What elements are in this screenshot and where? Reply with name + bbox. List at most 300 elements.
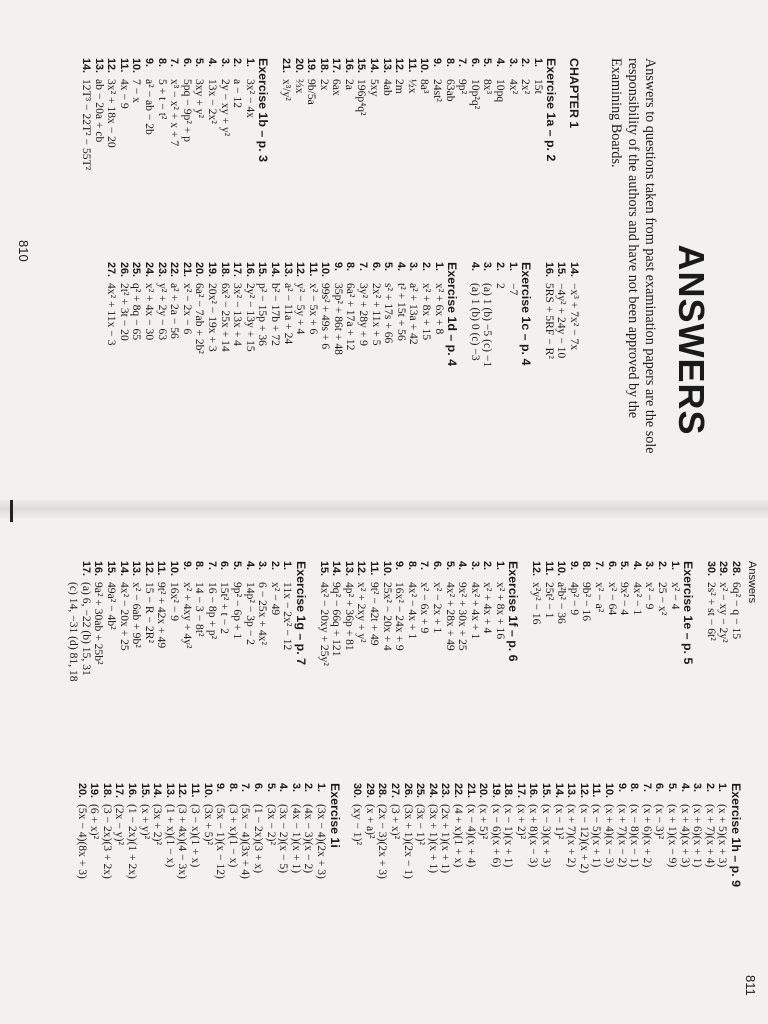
answer-line <box>113 783 126 887</box>
answer-line <box>292 58 305 170</box>
answer-text: 2 <box>494 283 508 289</box>
answer-line <box>502 783 515 887</box>
answer-number: 10. <box>130 58 143 74</box>
answer-text: q² + 8q − 65 <box>130 283 144 341</box>
answer-text: (x + 2)² <box>514 804 528 840</box>
answer-text: 6a² − 7ab + 2b² <box>193 283 207 354</box>
answer-number: 8. <box>193 561 206 571</box>
answer-line <box>542 561 555 682</box>
answer-text: (x − 1)(x + 1) <box>502 804 516 868</box>
answer-number: 9. <box>214 783 227 793</box>
answer-line <box>201 783 214 887</box>
answer-number: 2. <box>703 783 716 793</box>
answer-line <box>264 783 277 887</box>
answer-text: (3 − 2x)(3 + 2x) <box>100 804 114 879</box>
answer-line <box>331 262 344 367</box>
answer-line <box>590 783 603 887</box>
answer-line <box>430 561 443 682</box>
answer-number: 30. <box>351 783 364 799</box>
left-page <box>0 0 768 505</box>
answer-number: 12. <box>393 58 406 74</box>
answer-text: (x − 8)(x − 1) <box>628 804 642 868</box>
answer-line <box>92 58 105 170</box>
answer-number: 7. <box>640 783 653 793</box>
answer-number: 10. <box>201 783 214 799</box>
answer-line <box>618 561 631 682</box>
answer-number: 9. <box>393 561 406 571</box>
exercise-heading: Exercise 1h – p. 9 <box>729 783 743 888</box>
exercise-heading: CHAPTER 1 <box>567 58 581 129</box>
answer-line <box>506 58 519 170</box>
answer-number: 12. <box>577 783 590 799</box>
answer-line <box>376 783 389 887</box>
answer-line <box>439 783 452 887</box>
answer-line <box>357 262 370 367</box>
answer-number: 13. <box>130 561 143 577</box>
answer-line <box>294 262 307 367</box>
answer-number: 1. <box>506 262 519 272</box>
answer-number: 7. <box>418 561 431 571</box>
answer-number: 15. <box>105 561 118 577</box>
answer-text: 15t² + t − 2 <box>218 582 232 634</box>
answer-line <box>218 561 231 682</box>
answer-line <box>419 262 432 367</box>
answer-number: 15. <box>355 58 368 74</box>
answer-number: 18. <box>218 262 231 278</box>
answer-line <box>75 783 88 887</box>
answer-number: 1. <box>716 783 729 793</box>
answer-text: 20x² − 19x + 3 <box>205 283 219 352</box>
answer-text: 4x² <box>506 79 520 95</box>
answer-number: 7. <box>205 561 218 571</box>
answer-number: 2. <box>302 783 315 793</box>
answer-line <box>243 262 256 367</box>
answer-number: 14. <box>568 262 580 278</box>
answer-line <box>367 561 380 682</box>
answer-number: 6. <box>605 561 618 571</box>
answer-line <box>418 58 431 170</box>
answer-text: t² + 15t + 56 <box>394 283 408 341</box>
answer-text: 5RS + 5RF − R² <box>542 283 556 359</box>
answer-line <box>230 561 243 682</box>
answer-text: ⅔x <box>292 79 306 94</box>
answer-text: x³/y² <box>279 79 293 101</box>
answer-line <box>481 58 494 170</box>
answer-line <box>380 561 393 682</box>
answer-number: 10. <box>168 561 181 577</box>
answer-text: (5x − 4)(8x + 3) <box>75 804 89 879</box>
answer-line <box>105 561 118 682</box>
answer-number: 5. <box>193 58 206 68</box>
answer-text: a²b² − 36 <box>555 582 569 624</box>
answer-text: (x + a)² <box>363 804 377 839</box>
answer-number: 5. <box>443 561 456 571</box>
answer-text: (3x + 1)(2x − 1) <box>401 804 415 879</box>
answer-number: 26. <box>401 783 414 799</box>
answer-number: 9. <box>431 58 444 68</box>
answer-text: 15t <box>531 79 545 94</box>
page-number-right: 811 <box>743 975 758 996</box>
answer-number: 13. <box>163 783 176 799</box>
answer-line <box>405 561 418 682</box>
answer-number: 16. <box>527 783 540 799</box>
answer-number: 12. <box>294 262 307 278</box>
running-head: Answers <box>746 561 758 604</box>
answer-line <box>130 561 143 682</box>
answer-line <box>355 561 368 682</box>
answer-text: (3 + x)(1 − x) <box>226 804 240 868</box>
answer-number: 11. <box>189 783 202 798</box>
answer-number: 8. <box>344 262 357 272</box>
answer-number: 6. <box>218 561 231 571</box>
answer-text: 63ab <box>443 79 457 102</box>
answer-line <box>176 783 189 887</box>
answer-line <box>668 561 681 682</box>
answer-number: 9. <box>180 561 193 571</box>
answer-line <box>130 58 143 170</box>
answer-number: 27. <box>388 783 401 799</box>
answer-number: 22. <box>451 783 464 799</box>
answer-text: 2a <box>342 79 356 90</box>
answer-number: 1. <box>432 262 445 272</box>
answer-text: (x − 12)(x + 2) <box>577 804 591 874</box>
answer-line <box>443 561 456 682</box>
answer-number: 17. <box>514 783 527 799</box>
answer-number: 8. <box>155 58 168 68</box>
answer-line <box>155 262 168 367</box>
answer-line <box>92 561 105 682</box>
answer-number: 26. <box>117 262 130 278</box>
answer-number: 2. <box>268 561 281 571</box>
answer-line <box>193 561 206 682</box>
answer-number: 4. <box>494 58 507 68</box>
answer-line <box>481 262 494 367</box>
answer-number: 9. <box>615 783 628 793</box>
answer-text: a² + 13a + 42 <box>407 283 421 345</box>
answer-text: 2t² + 3t − 20 <box>117 283 131 341</box>
answer-text: (x + 7)(x + 2) <box>565 804 579 868</box>
answer-text: x² − 2x + 1 <box>430 582 444 634</box>
answer-text: 16x² − 24x + 9 <box>393 582 407 651</box>
answer-text: x² + 8x + 15 <box>420 283 434 341</box>
answer-number: 24. <box>426 783 439 799</box>
answer-number: 3. <box>691 783 704 793</box>
answer-number: 15. <box>555 262 568 278</box>
answer-text: 14 − 3 − 8t² <box>193 582 207 637</box>
answer-line <box>151 783 164 887</box>
answer-text: (a) 1 (b) 0 (c) −3 <box>468 283 482 361</box>
answer-line <box>256 262 269 367</box>
answer-text: x² − 2x − 6 <box>180 283 194 335</box>
answer-text: (3x − 2)² <box>264 804 278 845</box>
answer-text: 9p² − 6p + 1 <box>231 582 245 640</box>
answer-line <box>218 58 231 170</box>
answer-text: 16x² − 9 <box>168 582 182 621</box>
answer-line <box>653 783 666 887</box>
answer-text: x² − 49 <box>268 582 282 616</box>
answer-number: 1. <box>531 58 544 68</box>
answer-line <box>565 783 578 887</box>
answer-number: 16. <box>542 262 555 278</box>
exercise-heading: Exercise 1b – p. 3 <box>256 58 271 163</box>
answer-number: 20. <box>193 262 206 278</box>
answer-text: x² − a² <box>593 582 607 613</box>
answer-number: 28. <box>730 561 742 577</box>
answer-number: 1. <box>668 561 681 571</box>
answer-line <box>117 262 130 367</box>
answer-number: 12. <box>176 783 189 799</box>
answer-line <box>540 783 553 887</box>
answer-line <box>117 561 130 682</box>
answer-number: 13. <box>281 262 294 278</box>
answer-text: (2x − y)² <box>113 804 127 845</box>
answer-text: x² + 4x − 30 <box>143 283 156 341</box>
answer-text: 6 − 25x + 4x² <box>256 582 270 645</box>
answer-number: 13. <box>342 561 355 577</box>
answer-line <box>277 783 290 887</box>
answer-number: 6. <box>252 783 265 793</box>
answer-number: 14. <box>80 58 93 74</box>
answer-text: (xy − 1)² <box>351 804 365 845</box>
answer-line <box>393 561 406 682</box>
answer-line <box>640 783 653 887</box>
answer-text: 11x − 2x² − 12 <box>281 582 295 651</box>
answer-number: 12. <box>105 58 118 74</box>
answer-line <box>443 58 456 170</box>
answer-line <box>678 783 691 887</box>
answer-number: 17. <box>330 58 343 74</box>
answer-line <box>414 783 427 887</box>
answer-number: 3. <box>468 561 481 571</box>
answer-number: 15. <box>540 783 553 799</box>
answer-text: 7 − x <box>130 79 144 103</box>
answer-text: (x − 4)(x + 4) <box>464 804 478 868</box>
answer-line <box>317 561 330 682</box>
answer-line <box>342 58 355 170</box>
answer-line <box>302 783 315 887</box>
answer-text: 4x² − 20xy + 25y² <box>317 582 331 666</box>
answer-text: a² + 2a − 56 <box>168 283 182 339</box>
answer-line <box>577 783 590 887</box>
answer-number: 4. <box>456 561 469 571</box>
answer-line <box>506 262 519 367</box>
answer-line <box>592 561 605 682</box>
answer-line <box>363 783 376 887</box>
answer-line <box>394 262 407 367</box>
answer-line <box>205 561 218 682</box>
answer-text: 3xy + y² <box>193 79 207 118</box>
answer-line <box>729 561 742 682</box>
answer-number: 3. <box>506 58 519 68</box>
answer-text: x² − xy − 2y² <box>717 582 731 643</box>
answer-text: (x + 1)(x − 9) <box>666 804 680 868</box>
answer-line <box>655 561 668 682</box>
answer-text: 25x² − 20x + 4 <box>380 582 394 651</box>
answer-line <box>405 58 418 170</box>
answer-text: (x + 6)(x + 1) <box>691 804 705 868</box>
answer-line <box>243 58 256 170</box>
answer-line <box>368 58 381 170</box>
answer-number: 3. <box>407 262 420 272</box>
answer-text: 2x <box>317 79 331 91</box>
answer-line <box>567 561 580 682</box>
answer-line <box>531 58 544 170</box>
answer-line <box>580 561 593 682</box>
answer-text: 10pq <box>494 79 508 103</box>
answer-number: 11. <box>155 561 168 576</box>
answer-number: 10. <box>418 58 431 74</box>
answer-number: 20. <box>75 783 88 799</box>
answer-line <box>703 783 716 887</box>
answer-line <box>489 783 502 887</box>
answer-text: (x − 6)(x + 6) <box>489 804 503 868</box>
answer-text: 9p² <box>456 79 470 95</box>
answer-text: 12T³ − 22T² − 55T² <box>80 79 94 171</box>
answer-text: y² − 5y + 4 <box>294 283 308 335</box>
answer-text: (c) 14, −31 (d) 81, 18 <box>67 582 81 682</box>
answer-number: 16. <box>92 561 105 577</box>
answer-number: 2. <box>656 561 669 571</box>
answer-number: 11. <box>542 561 555 576</box>
answer-text: x² + 6x + 8 <box>432 283 446 335</box>
answer-text: x² + 4x + 4 <box>481 582 495 634</box>
answer-number: 7. <box>357 262 370 272</box>
answer-text: 4x² − 1 <box>630 582 644 616</box>
answer-number: 13. <box>92 58 105 74</box>
answer-text: 2x² + 11x + 5 <box>369 283 383 346</box>
answer-number: 5. <box>264 783 277 793</box>
answer-text: (3 + x)² <box>388 804 402 840</box>
answer-line <box>218 262 231 367</box>
answer-text: (2x + 1)(x + 1) <box>439 804 453 874</box>
answer-text: (1 − 2x)(1 + 2x) <box>126 804 140 879</box>
answer-line <box>305 58 318 170</box>
answer-number: 8. <box>443 58 456 68</box>
answer-number: 23. <box>155 262 168 278</box>
answer-text: (x + 8)(x − 3) <box>527 804 541 868</box>
answer-line <box>138 783 151 887</box>
answer-number: 18. <box>100 783 113 799</box>
answer-text: 6x² − 25x + 14 <box>218 283 232 352</box>
answer-number: 9. <box>331 262 344 272</box>
answer-text: (x + 5)² <box>477 804 491 840</box>
answer-line <box>168 262 181 367</box>
answer-text: x² − 4 <box>668 582 682 610</box>
answer-text: (3x + 5)² <box>201 804 215 845</box>
answer-text: (x − 1)² <box>552 804 566 840</box>
answer-text: 14p² − 3p − 2 <box>243 582 257 645</box>
answer-text: ½x <box>405 79 419 94</box>
answer-line <box>519 58 532 170</box>
answer-line <box>351 783 364 887</box>
answer-text: 2m <box>393 79 407 94</box>
answer-text: 4x − 9 <box>117 79 131 109</box>
answer-number: 10. <box>603 783 616 799</box>
answer-text: 9b/5a <box>305 79 319 105</box>
answer-number: 19. <box>205 262 218 278</box>
answer-text: (x + 7)(x − 2) <box>615 804 629 868</box>
answer-line <box>380 58 393 170</box>
answer-text: 2y − xy + y² <box>218 79 232 137</box>
answer-number: 14. <box>368 58 381 74</box>
answer-text: (3x − 1)² <box>414 804 428 845</box>
answer-line <box>239 783 252 887</box>
answer-text: (x − 5)(x + 1) <box>590 804 604 868</box>
answers-column-left-1 <box>79 58 580 170</box>
exercise-heading: Exercise 1c – p. 4 <box>519 262 534 366</box>
answer-text: 13x − 2x² <box>205 79 219 124</box>
answer-number: 5. <box>382 262 395 272</box>
answer-text: (x + 4)(x − 3) <box>603 804 617 868</box>
answer-line <box>306 262 319 367</box>
answer-number: 22. <box>168 262 181 278</box>
answer-number: 21. <box>180 262 193 278</box>
answer-text: (3x − 2)(x − 5) <box>277 804 291 874</box>
answer-line <box>382 262 395 367</box>
answer-line <box>193 58 206 170</box>
answer-number: 11. <box>590 783 603 798</box>
answer-number: 1. <box>493 561 506 571</box>
answer-text: 6ax <box>330 79 344 96</box>
answer-number: 11. <box>367 561 380 576</box>
answer-line <box>418 561 431 682</box>
answer-text: 16 − 8p + p² <box>205 582 219 640</box>
answer-number: 23. <box>439 783 452 799</box>
answer-line <box>268 561 281 682</box>
answer-number: 8. <box>405 561 418 571</box>
answer-number: 1. <box>315 783 327 793</box>
answer-number: 1. <box>243 58 256 68</box>
answer-text: (a) 1 (b) −5 (c) −1 <box>481 283 495 368</box>
answer-number: 12. <box>355 561 368 577</box>
answer-number: 3. <box>256 561 269 571</box>
answer-line <box>67 561 80 682</box>
answer-line <box>530 561 543 682</box>
answer-line <box>180 561 193 682</box>
answer-line <box>281 561 294 682</box>
answer-line <box>268 262 281 367</box>
answer-line <box>432 262 445 367</box>
answer-line <box>205 58 218 170</box>
answer-text: x³ − x² + x + 7 <box>168 79 182 147</box>
answer-line <box>468 561 481 682</box>
answer-line <box>451 783 464 887</box>
answer-text: s² + 17s + 66 <box>382 283 396 344</box>
answer-text: (a) 6, −22 (b) 15, 31 <box>79 582 93 676</box>
answer-line <box>126 783 139 887</box>
answer-text: 4ab <box>380 79 394 96</box>
answer-number: 18. <box>317 58 330 74</box>
answer-line <box>555 262 568 367</box>
answer-number: 4. <box>678 783 691 793</box>
answer-text: x² − 64 <box>605 582 619 616</box>
answer-text: x²y² − 16 <box>530 582 544 625</box>
answer-number: 20. <box>477 783 490 799</box>
answer-text: (4x − 1)(x + 1) <box>289 804 303 874</box>
answer-line <box>251 783 264 887</box>
answer-number: 4. <box>243 561 256 571</box>
exercise-heading: Exercise 1g – p. 7 <box>294 561 308 666</box>
answer-number: 25. <box>414 783 427 799</box>
exercise-heading: Exercise 1f – p. 6 <box>506 561 521 662</box>
answer-line <box>665 783 678 887</box>
answer-number: 24. <box>143 262 155 278</box>
answer-text: 9t² − 42t + 49 <box>367 582 381 646</box>
answer-number: 8. <box>226 783 239 793</box>
answer-text: 4p² − 9 <box>567 582 581 616</box>
answer-text: (4x − 3)(x − 2) <box>302 804 316 874</box>
answer-text: 4p² + 36p + 81 <box>342 582 356 651</box>
